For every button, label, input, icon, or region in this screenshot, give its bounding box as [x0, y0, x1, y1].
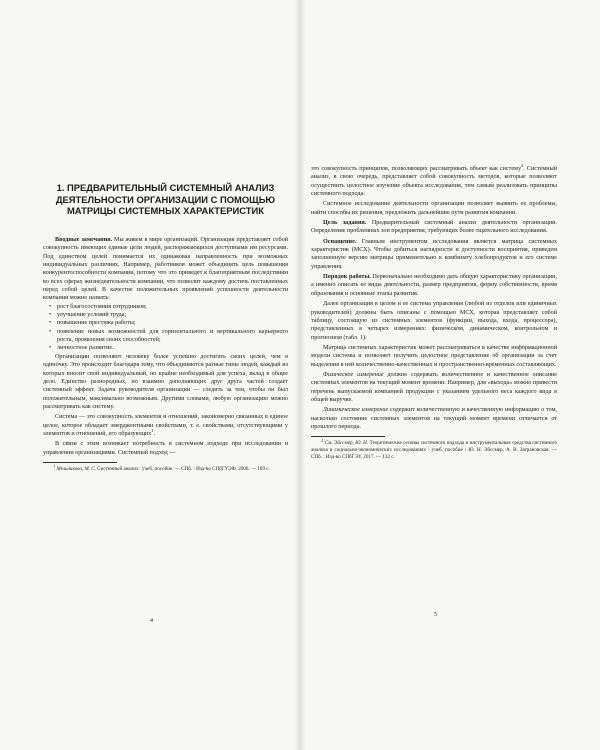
paragraph-text: Система — это совокупность элементов и отношений, закономерно связанных в единое целое, которое обладает эмерджентными свойствами, т. е. свойствами, отсутствующими у элементов и отношений, его образующих [43, 414, 288, 437]
footnote-author: Мельникова, М. С. [56, 465, 96, 472]
page-number: 5 [434, 612, 437, 618]
success-list [43, 303, 288, 353]
left-page-body [43, 236, 288, 473]
physical-dimension-paragraph [311, 371, 557, 404]
footnote-text: Теоретические основы системного подхода и инструментальные средства системного анализа в социально-экономических исследованиях : учеб. пособие / Ю. Н. Эйссмер, А. В. Заграновская. — СПб. : Изд-во СПбГЭУ, 2017. — 132 с. [311, 440, 557, 460]
footnote-ref[interactable]: 1 [151, 427, 154, 433]
page-number: 4 [150, 618, 153, 624]
right-page [300, 0, 600, 750]
physical-text: должно содержать количественное и качественное описание системных элементов на текущий момент времени. Например, для «выхода» можно привести перечень выпускаемой компанией продукции с указанием удельного веса каждого вида в общей выручке. [311, 371, 557, 403]
dynamic-lead: Динамическое измерение [323, 407, 389, 414]
dynamic-dimension-paragraph [311, 406, 557, 431]
goal-paragraph [311, 219, 557, 236]
paragraph-text: это совокупность принципов, позволяющих рассматривать объект как систему [311, 166, 522, 172]
procedure-paragraph [311, 273, 557, 298]
paragraph: В связи с этим возникает потребность в системном подходе при исследовании и управлении организациями. Системный подход — [43, 441, 288, 456]
intro-paragraph [43, 236, 288, 303]
list-item: • повышение престижа работы; [57, 319, 288, 327]
list-item: • рост благосостояния сотрудников; [57, 303, 288, 311]
footnote-text: Системный анализ : учеб. пособие. — СПб. : Изд-во СПбГУЭФ, 2006. — 189 с. [95, 465, 270, 472]
list-item: • улучшение условий труда; [57, 311, 288, 319]
footnote-author: См. Эйссмер, Ю. Н. [324, 440, 369, 447]
right-page-body [311, 162, 557, 461]
paragraph: Матрица системных характеристик может рассматриваться в качестве информационной модели системы и позволяет получить целостное представление об организации за счет выделения в ней количественно-качественных и пространственно-временных составляющих. [311, 344, 557, 368]
system-definition-paragraph [43, 413, 288, 438]
equipment-paragraph [311, 238, 557, 271]
footnote [311, 437, 557, 460]
footnote [43, 463, 288, 473]
goal-text: Предварительный системный анализ деятельности организации. Определение проблемных зон предприятия, требующих более тщательного исследования. [311, 220, 557, 235]
equipment-lead: Оснащение. [323, 238, 357, 245]
procedure-text: Первоначально необходимо дать общую характеристику организации, а именно описать ее виды деятельности, размер предприятия, форму собственности, время образования и основные этапы развития. [311, 274, 557, 297]
physical-lead: Физическое измерение [323, 371, 384, 378]
list-item: • появление новых возможностей для горизонтального и вертикального карьерного роста, проявления своих способностей; [57, 328, 288, 345]
paragraph-text: . Системный анализ, в свою очередь, представляет собой совокупность методов, которые позволяют осуществить целостное изучение объекта исследования, тем самым реализовать принципы системного подхода. [311, 166, 557, 198]
intro-lead: Вводные замечания. [55, 237, 113, 243]
goal-lead: Цель задания. [323, 220, 367, 227]
chapter-heading: 1. ПРЕДВАРИТЕЛЬНЫЙ СИСТЕМНЫЙ АНАЛИЗ ДЕЯТЕЛЬНОСТИ ОРГАНИЗАЦИИ С ПОМОЩЬЮ МАТРИЦЫ СИСТЕМНЫХ ХАРАКТЕРИСТИК [55, 182, 276, 217]
equipment-text: Главным инструментом исследования является матрица системных характеристик (МСХ). Чтобы добиться наглядности и доступности восприятия, приведем заполненную версию матрицы применительно к комбинату хлебопродуктов и его системе управления. [311, 238, 557, 270]
book-gutter [295, 0, 305, 750]
paragraph: Системное исследование деятельности организации позволяет выявить ее проблемы, найти способы их решения, предложить дальнейшие пути развития компании. [311, 201, 557, 216]
dynamic-text: содержит количественную и качественную информацию о том, насколько состояние системных элементов на текущий момент времени отличается от прошлого периода. [311, 407, 557, 430]
paragraph: Далее организация в целом и ее система управления (любой из отделов или единичных руководителей) должны быть описаны с помощью МСХ, которая представляет собой таблицу, состоящую из системных элементов (функции, выхода, входа, процессора), представленных в четырех измерениях: физическом, динамическом, контрольном и прогнозном (табл. 1). [311, 301, 557, 341]
footnote-mark: 2 [321, 437, 324, 443]
intro-text: Мы живем в мире организаций. Организация представляет собой совокупность имеющих единые цели людей, распоряжающихся доступными им ресурсами. Под единством целей понимается их одинаковая направленность при возможных индивидуальных различиях. Например, работников может объединять цель повышения конкурентоспособности компании, потому что это приведет к благоприятным последствиям во всех сферах жизнедеятельности компании, что позволит каждому достичь поставленных перед собой целей. В качестве положительных проявлений успешности деятельности компании можно назвать: [43, 237, 288, 302]
paragraph-end: . [153, 430, 156, 437]
procedure-lead: Порядок работы. [323, 274, 371, 281]
footnote-mark: 1 [53, 463, 56, 469]
paragraph: Организации позволяют человеку более успешно достигать своих целей, чем в одиночку. Это происходит благодаря тому, что объединяются разные типы людей, каждый из которых вносит свой индивидуальный, но крайне необходимый для успеха, вклад в общее дело. Единство разнородных, но взаимно дополняющих друг друга частей создает системный эффект. Задача руководителя организации — следить за тем, чтобы он был положительным, максимально возможным. Другими словами, любую организацию можно рассматривать как систему. [43, 353, 288, 410]
continued-paragraph [311, 162, 557, 198]
footnote-ref[interactable]: 2 [521, 162, 524, 168]
list-item: • личностное развитие. [57, 344, 288, 352]
